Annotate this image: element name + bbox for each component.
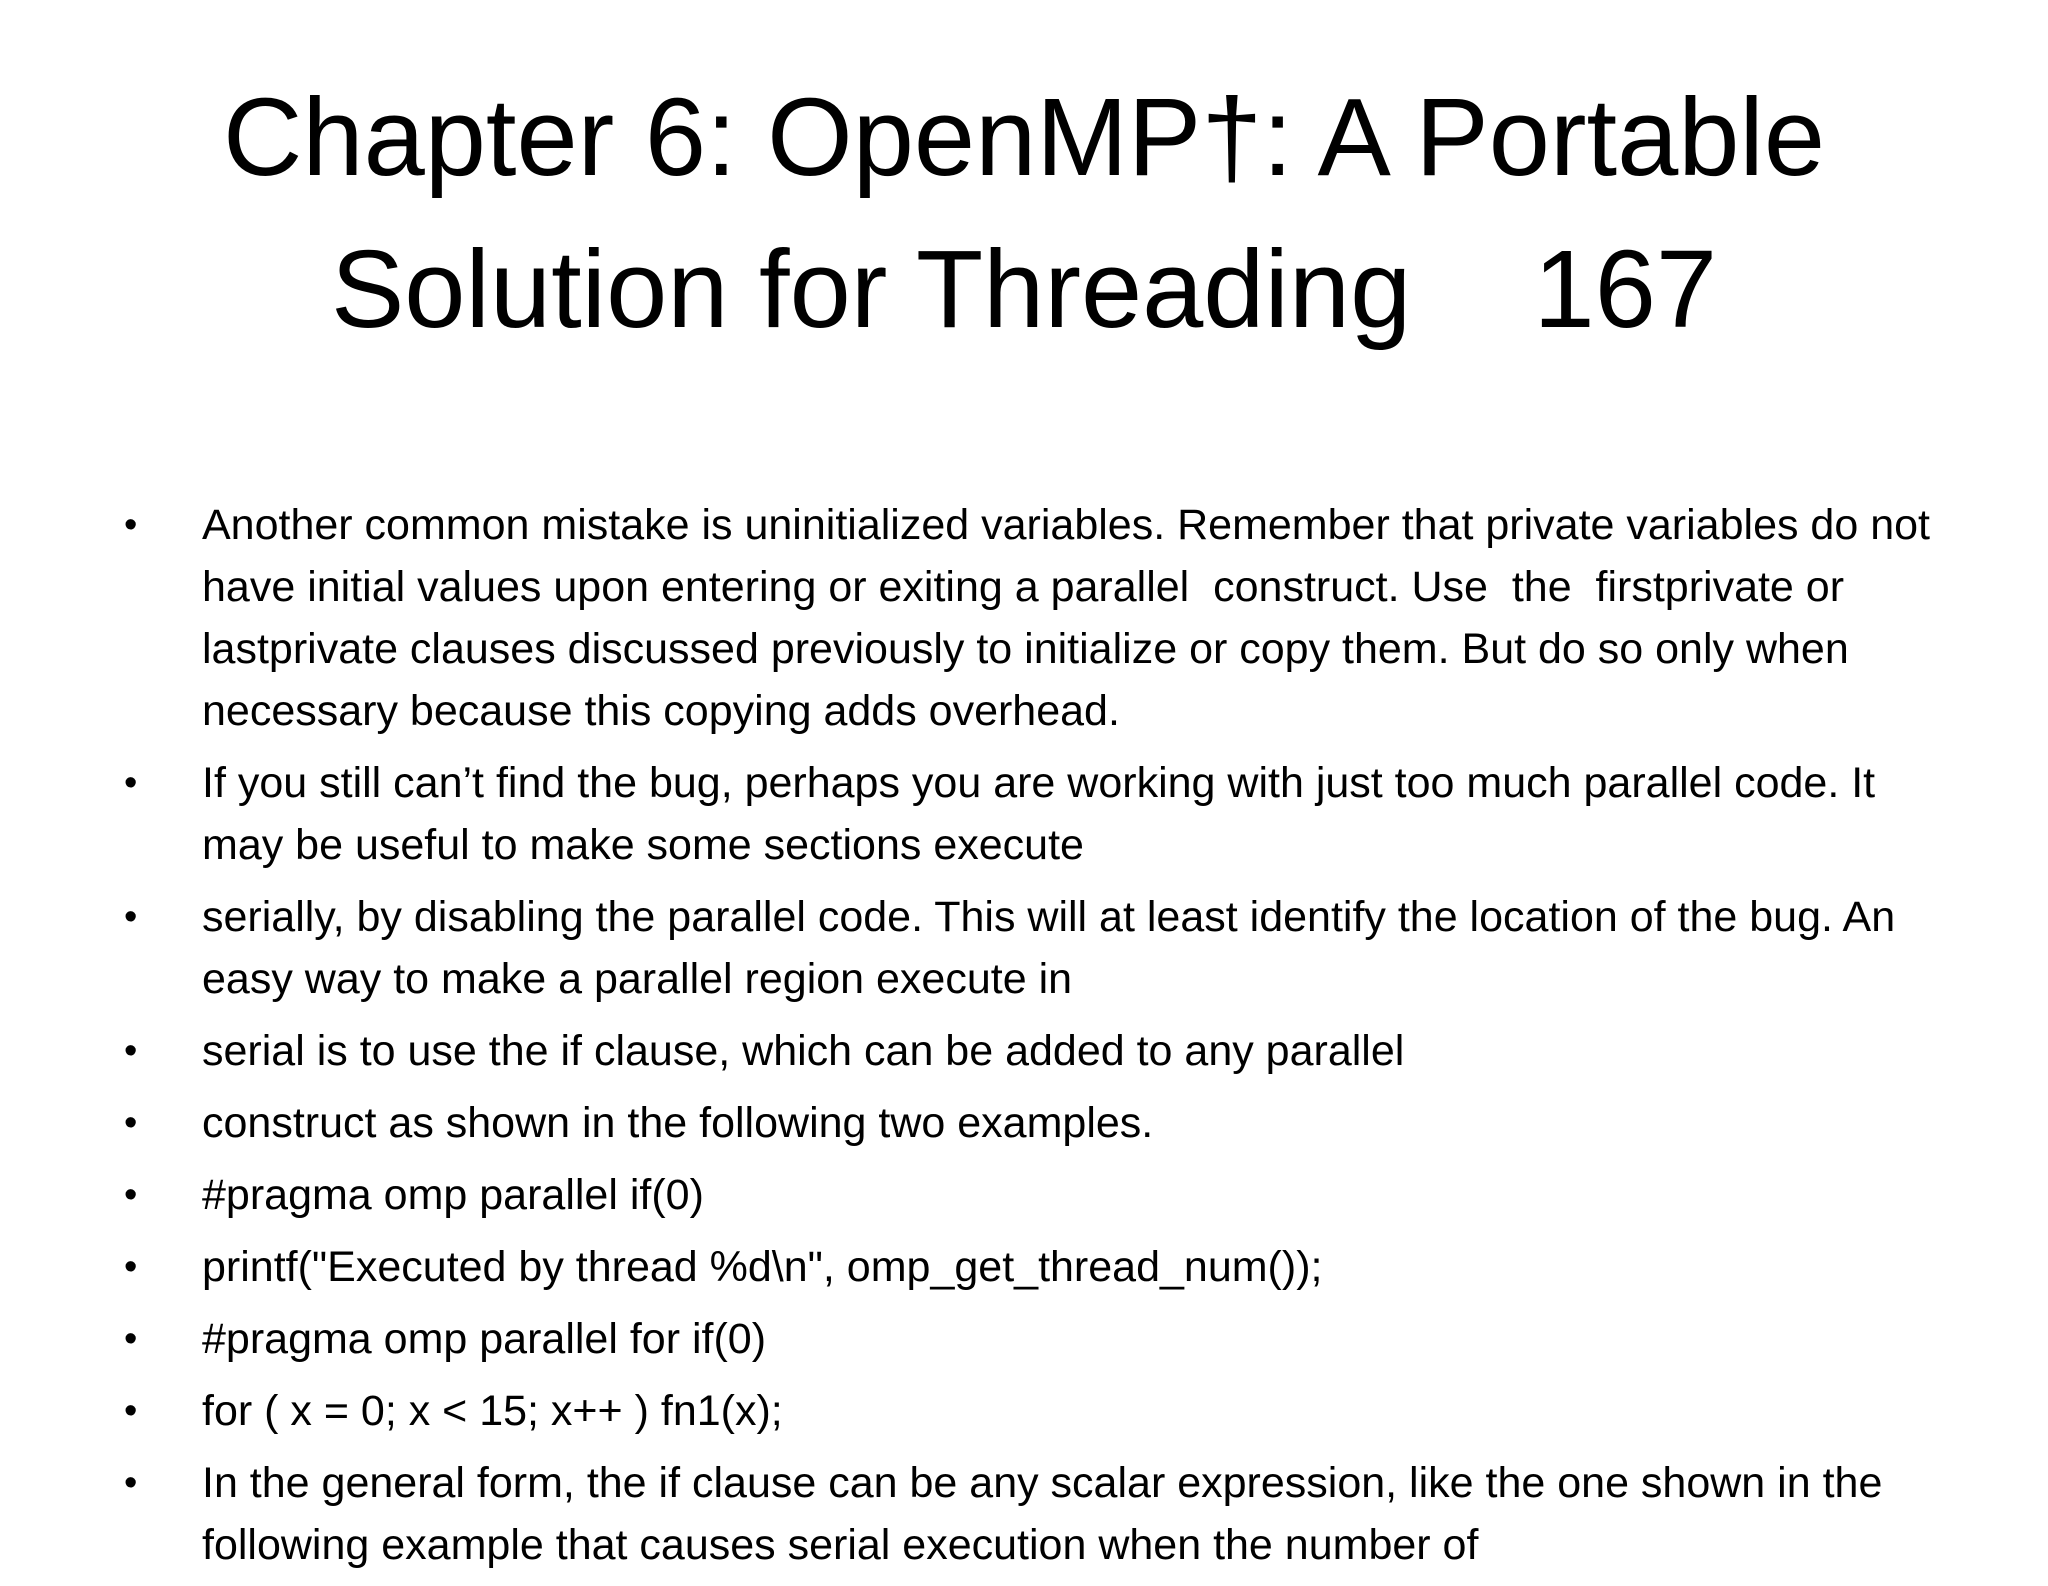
bullet-icon: •: [124, 1246, 138, 1288]
bullet-item: [124, 1020, 1954, 1082]
bullet-text: serially, by disabling the parallel code. This will at least identify the location of the bug. An easy way to make a parallel region execute in: [202, 893, 1908, 1003]
bullet-text: Another common mistake is uninitialized variables. Remember that private variables do not have initial values upon entering or exiting a parallel construct. Use the firstprivate or lastprivate clauses discussed previously to initialize or copy them. But do so only when necessary because this copying adds overhead.: [202, 501, 1942, 735]
bullet-item: [124, 752, 1954, 876]
bullet-list: [124, 494, 1954, 1586]
bullet-item: [124, 1164, 1954, 1226]
bullet-item: [124, 1236, 1954, 1298]
bullet-icon: •: [124, 1030, 138, 1072]
slide-title-line-2: Solution for Threading 167: [330, 228, 1718, 351]
bullet-text: In the general form, the if clause can be any scalar expression, like the one shown in the following example that causes serial execution when the number of: [202, 1459, 1895, 1569]
bullet-icon: •: [124, 1102, 138, 1144]
bullet-text: #pragma omp parallel if(0): [202, 1171, 704, 1219]
bullet-text: #pragma omp parallel for if(0): [202, 1315, 767, 1363]
bullet-item: [124, 1092, 1954, 1154]
bullet-icon: •: [124, 1390, 138, 1432]
bullet-icon: •: [124, 1174, 138, 1216]
bullet-text: for ( x = 0; x < 15; x++ ) fn1(x);: [202, 1387, 783, 1435]
bullet-icon: •: [124, 1318, 138, 1360]
bullet-item: [124, 1380, 1954, 1442]
bullet-item: [124, 886, 1954, 1010]
bullet-icon: •: [124, 1462, 138, 1504]
bullet-text: serial is to use the if clause, which can be added to any parallel: [202, 1027, 1405, 1075]
bullet-item: [124, 1308, 1954, 1370]
bullet-icon: •: [124, 762, 138, 804]
bullet-item: [124, 1452, 1954, 1576]
bullet-icon: •: [124, 504, 138, 546]
bullet-text: printf("Executed by thread %d\n", omp_get_thread_num());: [202, 1243, 1323, 1291]
bullet-text: If you still can’t find the bug, perhaps you are working with just too much parallel code. It may be useful to make some sections execute: [202, 759, 1888, 869]
bullet-text: construct as shown in the following two examples.: [202, 1099, 1154, 1147]
slide-title: [100, 62, 1948, 366]
bullet-icon: •: [124, 896, 138, 938]
bullet-item: [124, 494, 1954, 742]
slide-title-line-1: Chapter 6: OpenMP†: A Portable: [222, 76, 1826, 199]
